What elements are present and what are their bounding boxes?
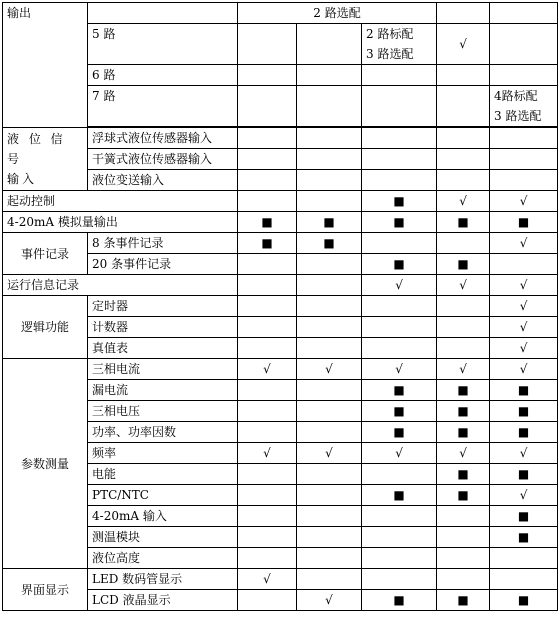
start-col5: √	[490, 191, 558, 212]
output-7lu-label: 7 路	[88, 86, 238, 127]
feature-comparison-table: 输出 2 路选配 5 路 2 路标配 3 路选配 √ 6 路 7 路 4路标配 3 路选配 液 位 信 号 输入 浮球式液位传感器输入 干簧式液位传感器输入 液位变送输入 起动控制 ■ √ √ 4-20mA 模拟量输出 ■ ■ ■ ■ ■ 事件记录 8 条事件记录 ■ ■ √ 20 条事件记录 ■ ■ 运行信息记录 √ √ √ 逻辑功能 定时器 √ 计数器 √ 真值表 √ 参数测量 三相电流 √ √ √ √ √ 漏电流 ■ ■ ■ 三相电压 ■ ■ ■ 功率、功率因数 ■ ■ ■ 频率 √ √ √ √ √ 电能 ■ ■ PTC/NTC ■ ■ √ 4-20mA 输入 ■ 测温模块 ■ 液位高度 界面显示 LED 数码管显示 √ LCD 液晶显示 √ ■ ■ ■	[2, 2, 558, 611]
display-lcd-label: LCD 液晶显示	[88, 590, 238, 611]
level-signal-label: 液 位 信 号 输入	[3, 128, 88, 191]
param-item: 三相电流	[88, 359, 238, 380]
analog-col5: ■	[490, 212, 558, 233]
analog-col1: ■	[238, 212, 297, 233]
event-record-label: 事件记录	[3, 233, 88, 275]
output-7lu-col5: 4路标配 3 路选配	[490, 86, 558, 127]
level-item: 液位变送输入	[88, 170, 238, 191]
start-col4: √	[437, 191, 490, 212]
output-2lu-header: 2 路选配	[238, 3, 437, 24]
param-item: 4-20mA 输入	[88, 506, 238, 527]
start-control-label: 起动控制	[3, 191, 238, 212]
output-5lu-col3: 2 路标配 3 路选配	[362, 24, 437, 65]
param-item: 漏电流	[88, 380, 238, 401]
output-label: 输出	[3, 3, 88, 128]
analog-col2: ■	[297, 212, 362, 233]
logic-item: 真值表	[88, 338, 238, 359]
level-item: 浮球式液位传感器输入	[88, 128, 238, 149]
param-item: 电能	[88, 464, 238, 485]
analog-col4: ■	[437, 212, 490, 233]
analog-col3: ■	[362, 212, 437, 233]
param-item: PTC/NTC	[88, 485, 238, 506]
start-col3: ■	[362, 191, 437, 212]
param-item: 液位高度	[88, 548, 238, 569]
level-item: 干簧式液位传感器输入	[88, 149, 238, 170]
logic-function-label: 逻辑功能	[3, 296, 88, 359]
analog-output-label: 4-20mA 模拟量输出	[3, 212, 238, 233]
event-8-label: 8 条事件记录	[88, 233, 238, 254]
param-item: 功率、功率因数	[88, 422, 238, 443]
output-6lu-label: 6 路	[88, 65, 238, 86]
param-item: 频率	[88, 443, 238, 464]
logic-item: 定时器	[88, 296, 238, 317]
param-measure-label: 参数测量	[3, 359, 88, 569]
param-item: 测温模块	[88, 527, 238, 548]
output-5lu-col4: √	[437, 24, 490, 65]
param-item: 三相电压	[88, 401, 238, 422]
output-5lu-label: 5 路	[88, 24, 238, 65]
logic-item: 计数器	[88, 317, 238, 338]
runinfo-label: 运行信息记录	[3, 275, 238, 296]
display-label: 界面显示	[3, 569, 88, 611]
event-20-label: 20 条事件记录	[88, 254, 238, 275]
display-led-label: LED 数码管显示	[88, 569, 238, 590]
